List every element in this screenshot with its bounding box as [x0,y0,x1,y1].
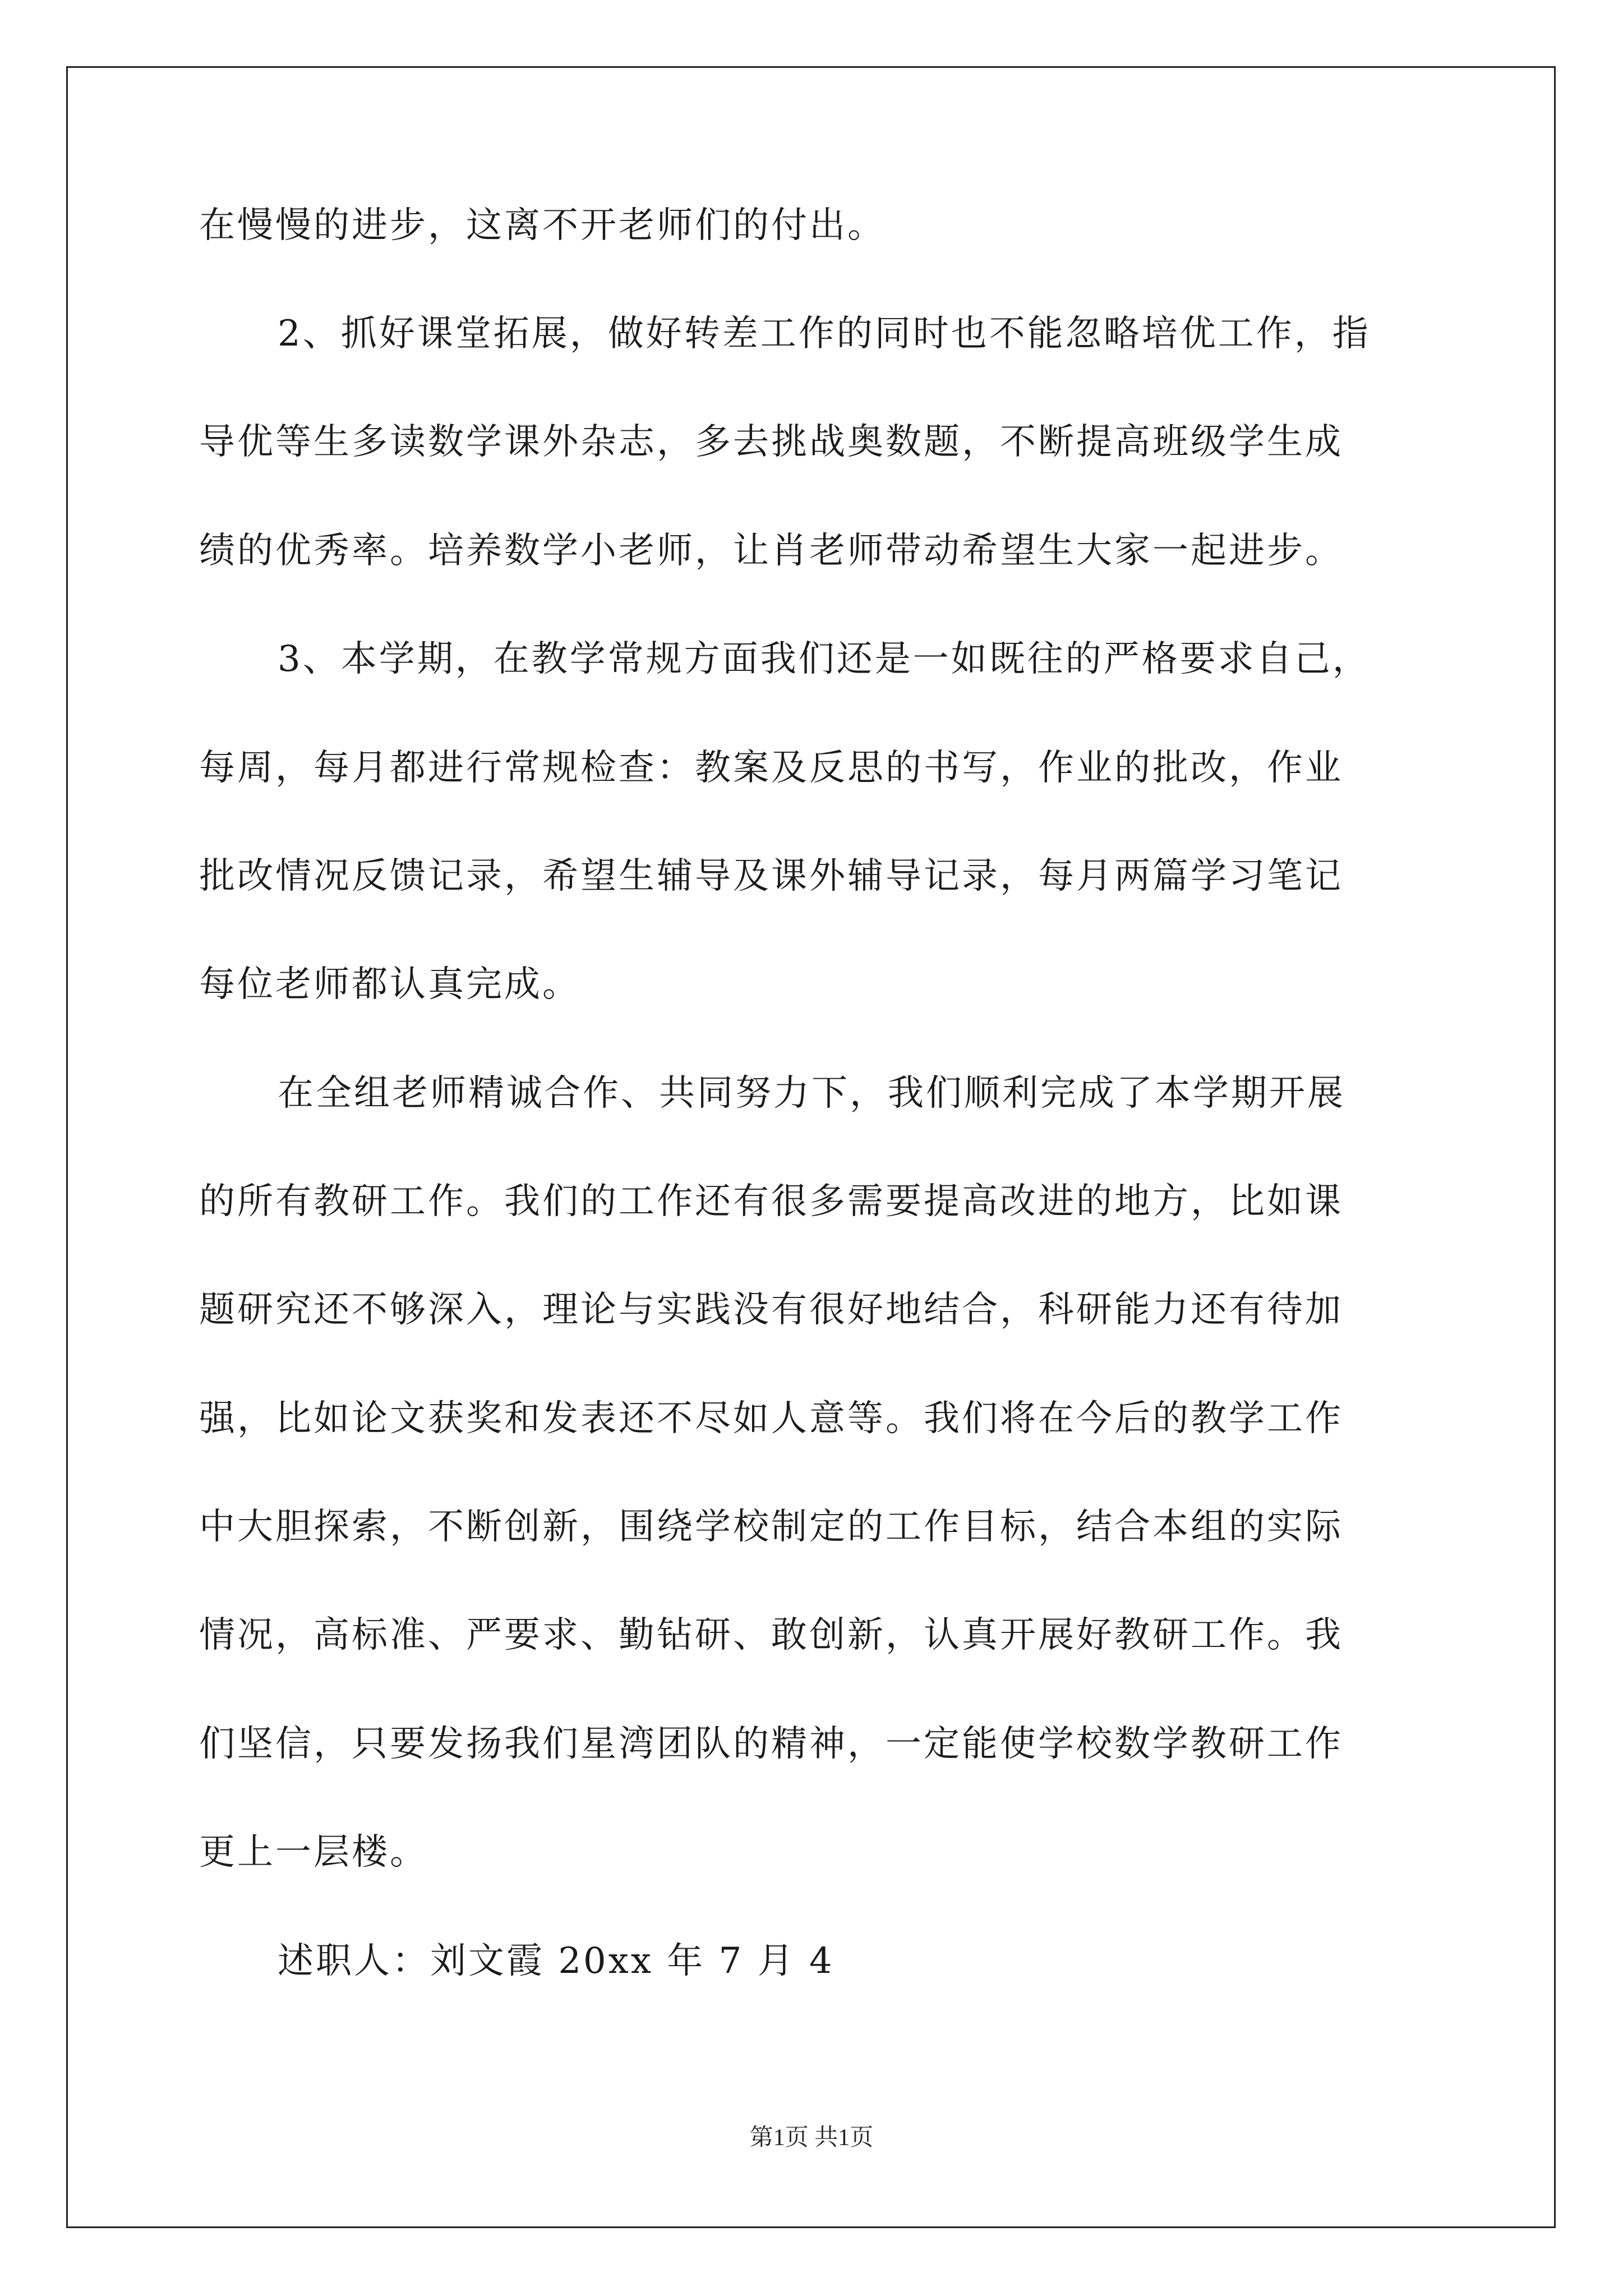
page-number-footer: 第1页 共1页 [749,2125,874,2151]
text-line: 在慢慢的进步，这离不开老师们的付出。 [199,205,886,246]
text-line: 题研究还不够深入，理论与实践没有很好地结合，科研能力还有待加 [199,1289,1343,1331]
text-line: 每位老师都认真完成。 [199,964,580,1005]
signature-line: 述职人：刘文霞 20xx 年 7 月 4 [278,1940,834,1982]
text-line: 更上一层楼。 [199,1832,428,1873]
text-line: 的所有教研工作。我们的工作还有很多需要提高改进的地方，比如课 [199,1181,1343,1222]
text-line: 们坚信，只要发扬我们星湾团队的精神，一定能使学校数学教研工作 [199,1723,1343,1765]
text-line: 2、抓好课堂拓展，做好转差工作的同时也不能忽略培优工作，指 [278,313,1371,355]
text-line: 每周，每月都进行常规检查：教案及反思的书写，作业的批改，作业 [199,747,1343,789]
text-line: 绩的优秀率。培养数学小老师，让肖老师带动希望生大家一起进步。 [199,530,1343,572]
text-line: 情况，高标准、严要求、勤钻研、敢创新，认真开展好教研工作。我 [199,1614,1343,1656]
text-line: 中大胆探索，不断创新，围绕学校制定的工作目标，结合本组的实际 [199,1506,1343,1548]
text-line: 强，比如论文获奖和发表还不尽如人意等。我们将在今后的教学工作 [199,1398,1343,1439]
page-border [66,66,1556,2228]
text-line: 导优等生多读数学课外杂志，多去挑战奥数题，不断提高班级学生成 [199,421,1343,463]
text-line: 在全组老师精诚合作、共同努力下，我们顺利完成了本学期开展 [278,1073,1345,1114]
text-line: 批改情况反馈记录，希望生辅导及课外辅导记录，每月两篇学习笔记 [199,855,1343,897]
text-line: 3、本学期，在教学常规方面我们还是一如既往的严格要求自己， [278,638,1371,680]
